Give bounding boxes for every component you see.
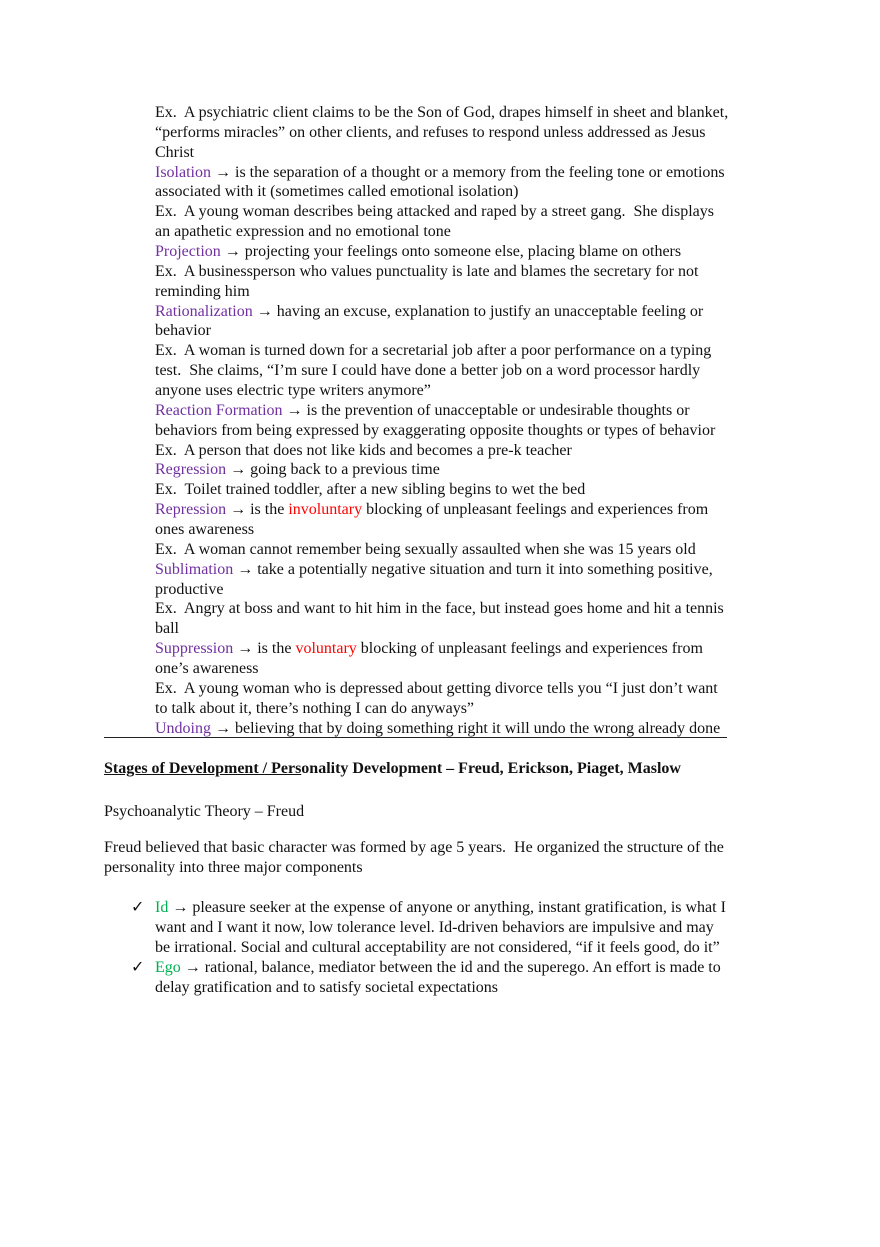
text-line xyxy=(155,719,815,739)
section-heading xyxy=(104,759,681,779)
line-text: “performs miracles” on other clients, and refuses to respond unless addressed as Jesus xyxy=(155,123,706,141)
text-line xyxy=(155,202,815,222)
subheading: Psychoanalytic Theory – Freud xyxy=(104,803,305,820)
text-line xyxy=(155,143,815,163)
term-label: Reaction Formation xyxy=(155,401,283,419)
line-text: blocking of unpleasant feelings and experiences from xyxy=(356,640,703,658)
term-label: Suppression xyxy=(155,640,234,658)
text-line xyxy=(155,599,815,619)
text-line xyxy=(155,619,815,639)
line-text: reminding him xyxy=(155,282,250,300)
line-text: want and I want it now, low tolerance level. Id-driven behaviors are impulsive and may xyxy=(155,919,714,936)
component-label: Ego xyxy=(155,959,181,976)
line-text: associated with it (sometimes called emotional isolation) xyxy=(155,183,519,201)
text-line xyxy=(155,242,815,262)
line-text: blocking of unpleasant feelings and experiences from xyxy=(362,501,709,519)
line-text: Ex. A young woman describes being attacked and raped by a street gang. She displays xyxy=(155,203,714,221)
line-text: → rational, balance, mediator between the id and the superego. An effort is made to xyxy=(180,959,721,976)
paragraph-line: personality into three major components xyxy=(104,859,363,876)
line-text: delay gratification and to satisfy societal expectations xyxy=(155,979,498,996)
term-label: Rationalization xyxy=(155,302,253,320)
text-line xyxy=(155,163,815,183)
line-text: anyone uses electric type writers anymore” xyxy=(155,382,431,400)
line-text: → is the separation of a thought or a memory from the feeling tone or emotions xyxy=(211,163,725,181)
text-line xyxy=(155,918,726,938)
checkmark-icon: ✓ xyxy=(131,899,145,916)
heading-underlined-part: Stages of Development / Pers xyxy=(104,760,302,777)
text-line xyxy=(155,659,815,679)
line-text: → believing that by doing something right it will undo the wrong already done xyxy=(211,719,721,737)
line-text: Christ xyxy=(155,143,195,161)
line-text: Ex. A psychiatric client claims to be the Son of God, drapes himself in sheet and blanket, xyxy=(155,104,729,121)
term-label: Repression xyxy=(155,501,227,519)
line-text: be irrational. Social and cultural acceptability are not considered, “if it feels good, do it” xyxy=(155,939,720,956)
text-line xyxy=(155,341,815,361)
heading-rest: onality Development – Freud, Erickson, Piaget, Maslow xyxy=(301,760,681,777)
text-line xyxy=(155,699,815,719)
text-line xyxy=(155,222,815,242)
line-text: → going back to a previous time xyxy=(226,461,440,479)
text-line xyxy=(155,103,815,123)
checkmark-icon: ✓ xyxy=(131,959,145,976)
text-line xyxy=(155,500,815,520)
line-text: to talk about it, there’s nothing I can do anyways” xyxy=(155,699,475,717)
line-text: Ex. A woman cannot remember being sexually assaulted when she was 15 years old xyxy=(155,540,696,558)
term-label: Isolation xyxy=(155,163,211,181)
term-label: Undoing xyxy=(155,719,211,737)
text-line xyxy=(155,480,815,500)
text-line xyxy=(155,282,815,302)
text-line xyxy=(155,302,815,322)
line-text: Ex. A woman is turned down for a secretarial job after a poor performance on a typing xyxy=(155,342,712,360)
line-text: → is the xyxy=(226,501,289,519)
text-line xyxy=(155,321,815,341)
line-text: ball xyxy=(155,620,179,638)
line-text: Ex. Angry at boss and want to hit him in the face, but instead goes home and hit a tennis xyxy=(155,600,724,618)
text-line xyxy=(155,421,815,441)
term-label: Sublimation xyxy=(155,560,234,578)
text-line xyxy=(155,361,815,381)
line-text: Ex. Toilet trained toddler, after a new sibling begins to wet the bed xyxy=(155,481,586,499)
text-line xyxy=(155,679,815,699)
text-line xyxy=(155,262,815,282)
term-label: Regression xyxy=(155,461,227,479)
text-line xyxy=(131,898,726,918)
line-text: Ex. A businessperson who values punctuality is late and blames the secretary for not xyxy=(155,262,699,280)
emphasis-word: voluntary xyxy=(295,640,357,658)
text-line xyxy=(155,460,815,480)
line-text: → is the prevention of unacceptable or undesirable thoughts or xyxy=(282,401,690,419)
text-line xyxy=(155,381,815,401)
text-line xyxy=(155,639,815,659)
line-text: → having an excuse, explanation to justify an unacceptable feeling or xyxy=(252,302,704,320)
text-line xyxy=(155,520,815,540)
line-text: → take a potentially negative situation and turn it into something positive, xyxy=(233,560,713,578)
text-line xyxy=(155,580,815,600)
text-line xyxy=(155,560,815,580)
line-text: → pleasure seeker at the expense of anyone or anything, instant gratification, is what I xyxy=(168,899,726,916)
underline-rule xyxy=(104,737,727,738)
text-line xyxy=(155,123,815,143)
text-line xyxy=(155,441,815,461)
line-text: ones awareness xyxy=(155,521,255,539)
term-label: Projection xyxy=(155,243,221,261)
line-text: productive xyxy=(155,580,224,598)
personality-components-list xyxy=(131,898,726,998)
line-text: an apathetic expression and no emotional tone xyxy=(155,223,451,241)
line-text: Ex. A person that does not like kids and becomes a pre-k teacher xyxy=(155,441,572,459)
text-line xyxy=(131,958,726,978)
line-text: one’s awareness xyxy=(155,660,259,678)
text-line xyxy=(155,540,815,560)
text-line xyxy=(155,182,815,202)
line-text: behavior xyxy=(155,322,211,340)
line-text: behaviors from being expressed by exaggerating opposite thoughts or types of behavior xyxy=(155,421,716,439)
line-text: → projecting your feelings onto someone else, placing blame on others xyxy=(220,243,682,261)
line-text: test. She claims, “I’m sure I could have done a better job on a word processor hardly xyxy=(155,362,701,380)
text-line xyxy=(155,978,726,998)
emphasis-word: involuntary xyxy=(288,501,363,519)
text-line xyxy=(155,938,726,958)
defense-mechanisms-list xyxy=(155,103,815,739)
line-text: → is the xyxy=(233,640,296,658)
component-label: Id xyxy=(155,899,169,916)
line-text: Ex. A young woman who is depressed about getting divorce tells you “I just don’t want xyxy=(155,679,718,697)
paragraph-line: Freud believed that basic character was formed by age 5 years. He organized the structure of the xyxy=(104,839,724,856)
text-line xyxy=(155,401,815,421)
freud-paragraph xyxy=(104,838,724,878)
